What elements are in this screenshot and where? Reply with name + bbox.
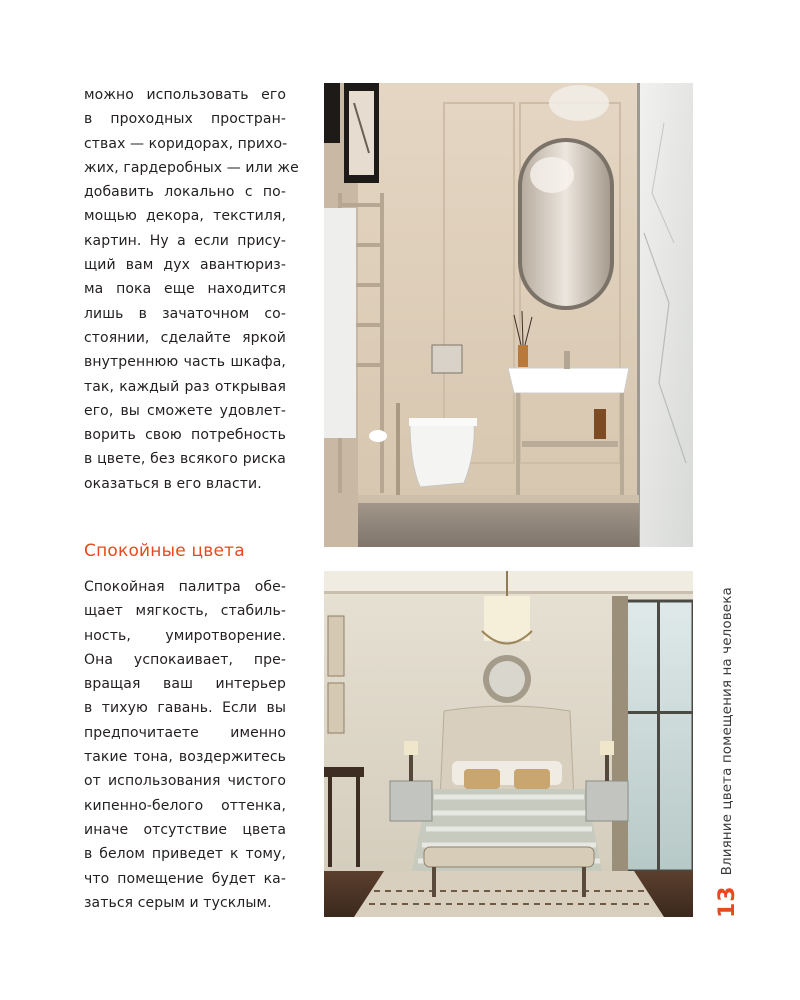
text-line: в цвете, без всякого риска [84, 451, 286, 468]
text-line: картин. Ну а если прису- [84, 232, 286, 249]
bedroom-photo [324, 571, 693, 917]
page-number: 13 [714, 885, 740, 918]
body-paragraph-2 [84, 575, 286, 915]
text-line: ность, умиротворение. [84, 627, 286, 644]
text-line: кипенно-белого оттенка, [84, 797, 286, 814]
text-line: лишь в зачаточном со- [84, 305, 286, 322]
text-line: Она успокаивает, пре- [84, 651, 286, 668]
section-heading: Спокойные цвета [84, 541, 245, 561]
text-line: вращая ваш интерьер [84, 676, 286, 693]
text-line: стоянии, сделайте яркой [84, 329, 286, 346]
running-title: Влияние цвета помещения на человека [719, 587, 735, 876]
text-line: мощью декора, текстиля, [84, 208, 286, 225]
text-line: оказаться в его власти. [84, 475, 262, 492]
text-line: в проходных простран- [84, 111, 286, 128]
text-line: иначе отсутствие цвета [84, 821, 286, 838]
text-line: что помещение будет ка- [84, 870, 286, 887]
text-line: от использования чистого [84, 773, 286, 790]
bathroom-photo [324, 83, 693, 547]
body-paragraph-1 [84, 83, 299, 496]
text-line: щий вам дух авантюриз- [84, 257, 286, 274]
text-line: можно использовать его [84, 87, 286, 103]
text-line: такие тона, воздержитесь [84, 749, 286, 766]
text-line: добавить локально с по- [84, 184, 286, 201]
text-line: его, вы сможете удовлет- [84, 402, 286, 419]
text-line: заться серым и тусклым. [84, 894, 272, 911]
text-line: жих, гардеробных — или же [84, 159, 299, 176]
side-caption [712, 562, 742, 918]
text-line: так, каждый раз открывая [84, 378, 286, 395]
text-line: ствах — коридорах, прихо- [84, 135, 288, 152]
text-line: в белом приведет к тому, [84, 846, 286, 863]
text-line: в тихую гавань. Если вы [84, 700, 286, 717]
text-line: внутреннюю часть шкафа, [84, 354, 286, 371]
text-line: предпочитаете именно [84, 724, 286, 741]
text-line: ворить свою потребность [84, 427, 286, 444]
text-line: Спокойная палитра обе- [84, 579, 286, 595]
text-line: ма пока еще находится [84, 281, 286, 298]
text-line: щает мягкость, стабиль- [84, 603, 286, 620]
